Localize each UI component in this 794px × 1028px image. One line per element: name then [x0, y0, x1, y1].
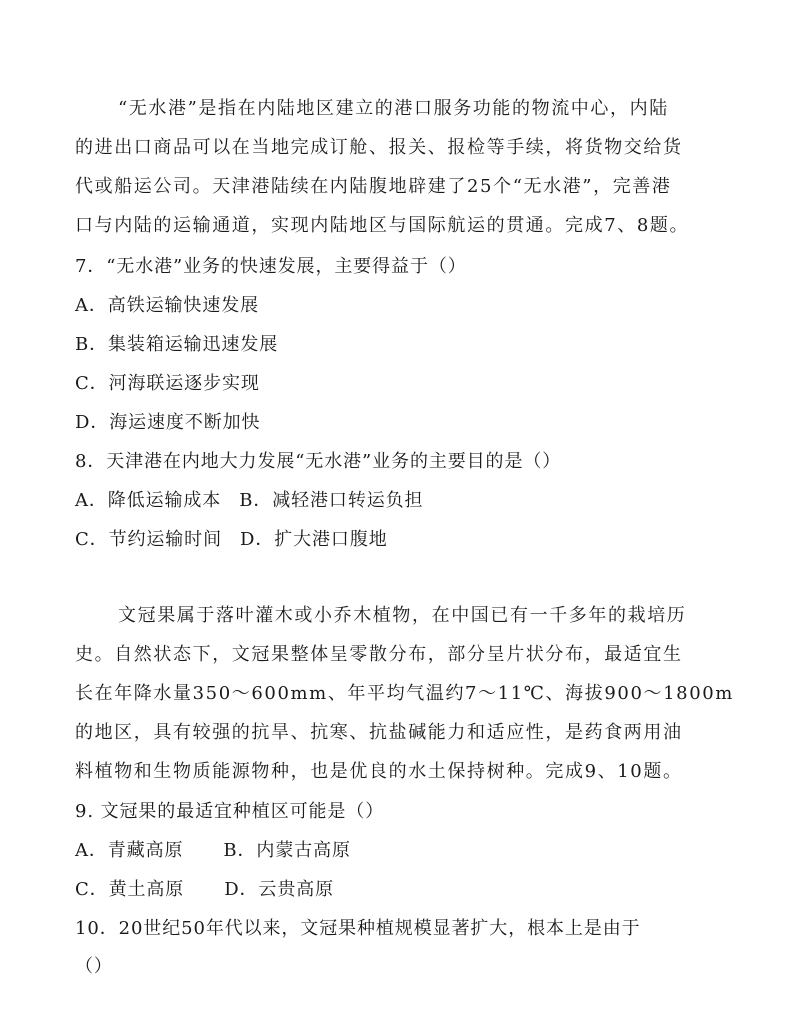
- question-8-stem: 8．天津港在内地大力发展“无水港”业务的主要目的是（）: [75, 451, 562, 472]
- question-10-stem-continued: （）: [75, 956, 113, 977]
- question-8-option-c: C．节约运输时间: [75, 529, 222, 550]
- question-9-option-b: B．内蒙古高原: [223, 840, 351, 861]
- question-8-options-row-2: [75, 528, 388, 552]
- question-9-option-d: D．云贵高原: [224, 879, 335, 900]
- question-7-stem: 7．“无水港”业务的快速发展，主要得益于（）: [75, 256, 467, 277]
- passage1-line-4: 口与内陆的运输通道，实现内陆地区与国际航运的贯通。完成7、8题。: [75, 215, 690, 236]
- question-9-options-row-1: [75, 839, 351, 863]
- question-9-stem: 9. 文冠果的最适宜种植区可能是（）: [75, 801, 385, 822]
- passage2-line-1: 文冠果属于落叶灌木或小乔木植物，在中国已有一千多年的栽培历: [118, 605, 687, 626]
- question-9-options-row-2: [75, 878, 334, 902]
- question-9-option-a: A．青藏高原: [75, 840, 184, 861]
- passage1-line-2: 的进出口商品可以在当地完成订舱、报关、报检等手续，将货物交给货: [75, 137, 683, 158]
- question-7-option-d: D．海运速度不断加快: [75, 412, 261, 433]
- question-8-option-a: A．降低运输成本: [75, 490, 222, 511]
- question-8-options-row-1: [75, 489, 423, 513]
- passage2-line-3: 长在年降水量350～600mm、年平均气温约7～11℃、海拔900～1800m: [75, 683, 734, 704]
- question-7-option-c: C．河海联运逐步实现: [75, 373, 260, 394]
- passage2-line-5: 料植物和生物质能源物种，也是优良的水土保持树种。完成9、10题。: [75, 761, 683, 782]
- question-10-stem: 10．20世纪50年代以来，文冠果种植规模显著扩大，根本上是由于: [75, 918, 641, 939]
- question-8-option-b: B．减轻港口转运负担: [239, 490, 424, 511]
- question-7-option-b: B．集装箱运输迅速发展: [75, 334, 279, 355]
- question-9-option-c: C．黄土高原: [75, 879, 185, 900]
- passage2-line-4: 的地区，具有较强的抗旱、抗寒、抗盐碱能力和适应性，是药食两用油: [75, 722, 683, 743]
- question-7-option-a: A．高铁运输快速发展: [75, 295, 259, 316]
- passage1-line-3: 代或船运公司。天津港陆续在内陆腹地辟建了25个“无水港”，完善港: [75, 176, 672, 197]
- passage2-line-2: 史。自然状态下，文冠果整体呈零散分布，部分呈片状分布，最适宜生: [75, 644, 683, 665]
- passage1-line-1: “无水港”是指在内陆地区建立的港口服务功能的物流中心，内陆: [118, 98, 669, 119]
- question-8-option-d: D．扩大港口腹地: [239, 529, 388, 550]
